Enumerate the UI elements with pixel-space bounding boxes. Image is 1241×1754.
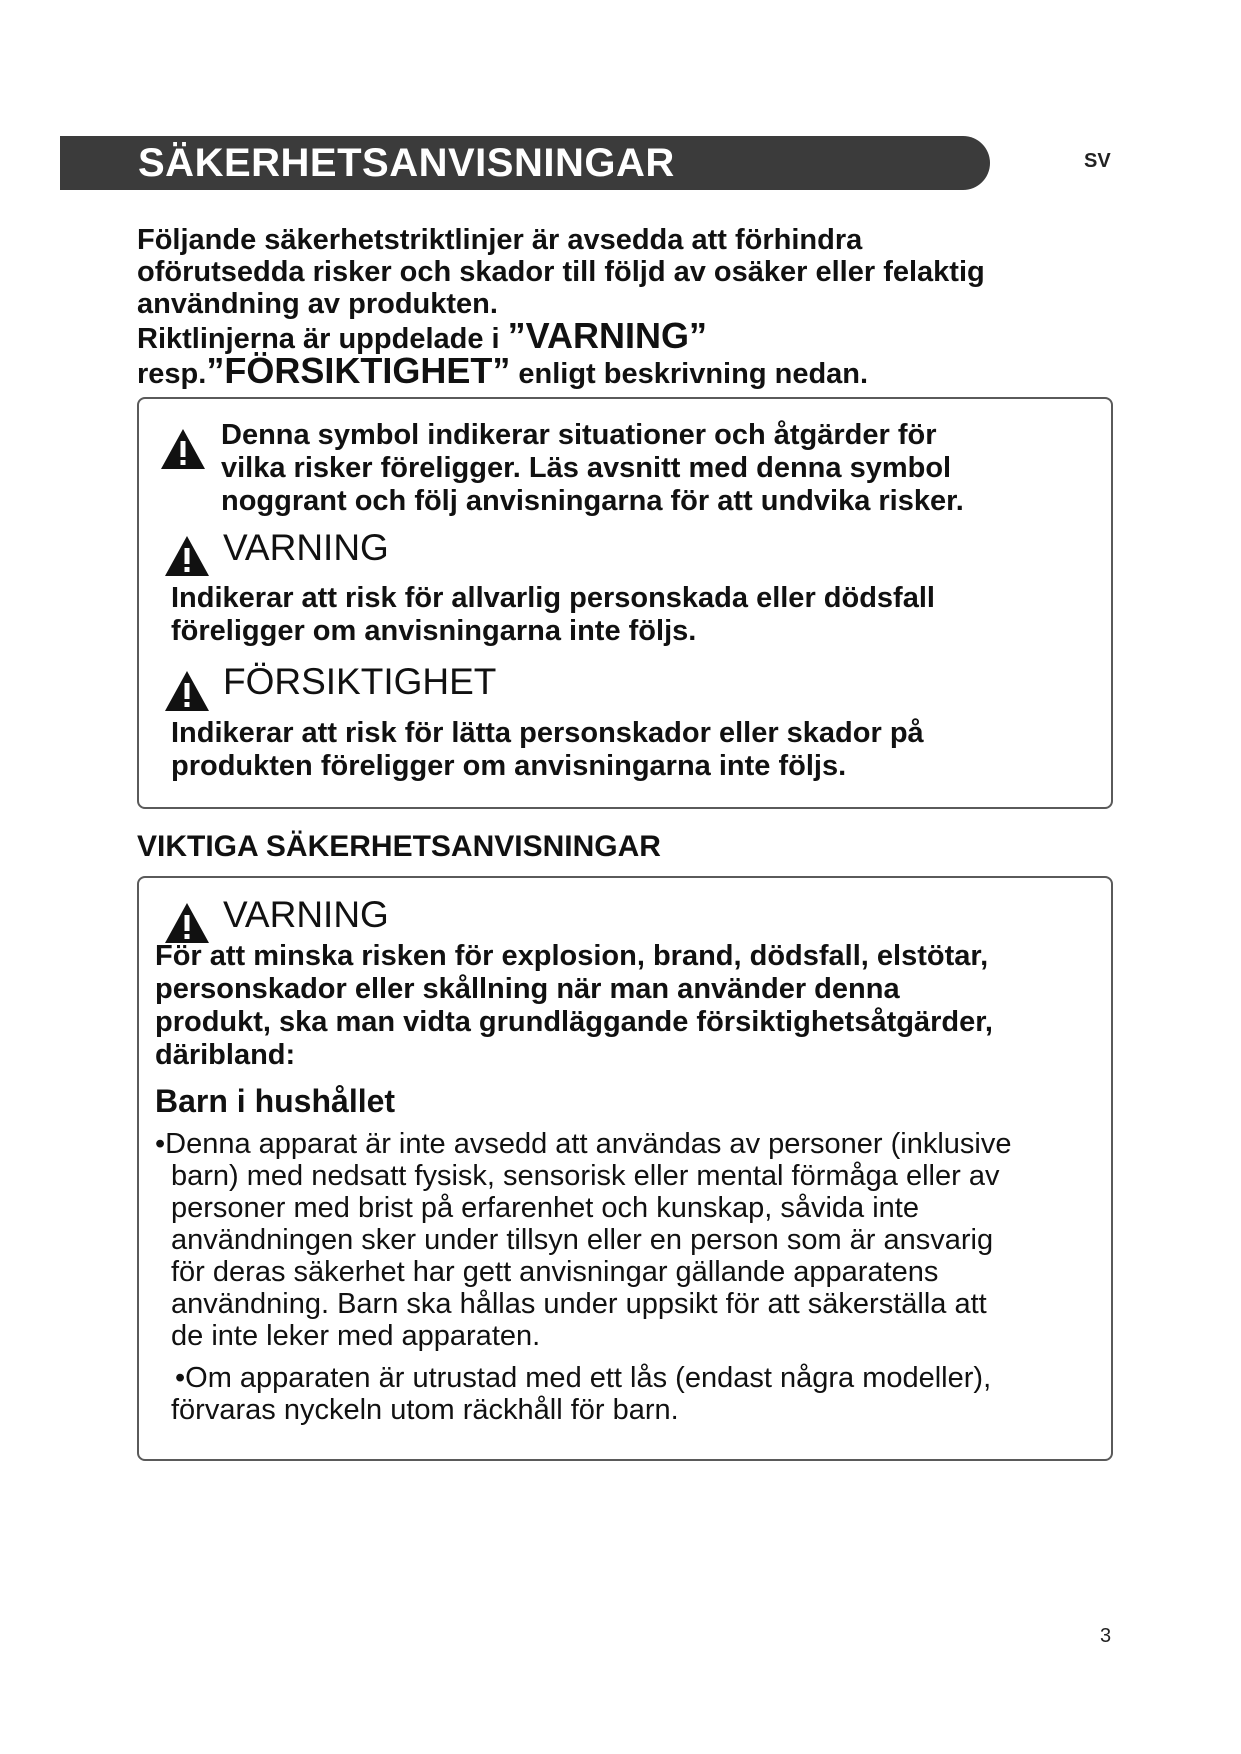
symbol-description [221,419,964,518]
text-line: Indikerar att risk för lätta personskador eller skador på [171,717,924,749]
intro-line: Följande säkerhetstriktlinjer är avsedda att förhindra [137,224,863,256]
section-title: SÄKERHETSANVISNINGAR [138,141,675,185]
text-line: för deras säkerhet har gett anvisningar gällande apparatens [171,1256,939,1288]
text-line: de inte leker med apparaten. [171,1320,541,1352]
intro-text: Riktlinjerna är uppdelade i [137,323,508,355]
text-line: •Denna apparat är inte avsedd att användas av personer (inklusive [155,1128,1012,1160]
intro-line: oförutsedda risker och skador till följd av osäker eller felaktig [137,256,985,288]
intro-paragraph [137,224,1097,390]
important-warning-box [137,876,1113,1461]
text-line: föreligger om anvisningarna inte följs. [171,615,697,647]
text-line: Denna symbol indikerar situationer och åtgärder för [221,419,937,451]
forsiktighet-term: ”FÖRSIKTIGHET” [206,350,511,391]
text-line: Indikerar att risk för allvarlig personskada eller dödsfall [171,582,935,614]
warning-triangle-icon [163,669,211,713]
page-number: 3 [1100,1625,1112,1647]
text-line: personskador eller skållning när man använder denna [155,973,900,1005]
warning-triangle-icon [159,427,207,471]
text-line: användningen sker under tillsyn eller en person som är ansvarig [171,1224,994,1256]
text-line: barn) med nedsatt fysisk, sensorisk eller mental förmåga eller av [171,1160,1000,1192]
varning-term: ”VARNING” [507,315,707,356]
text-line: däribland: [155,1039,296,1071]
caution-description [171,717,924,783]
bullet-item [155,1128,1012,1352]
important-section-heading: VIKTIGA SÄKERHETSANVISNINGAR [137,830,661,863]
text-line: produkt, ska man vidta grundläggande försiktighetsåtgärder, [155,1006,993,1038]
text-line: förvaras nyckeln utom räckhåll för barn. [171,1394,679,1426]
warning-triangle-icon [163,534,211,578]
warning-description [155,940,993,1072]
text-line: produkten föreligger om anvisningarna inte följs. [171,750,847,782]
intro-text: enligt beskrivning nedan. [510,358,869,390]
text-line: vilka risker föreligger. Läs avsnitt med denna symbol [221,452,952,484]
section-header-bar [60,136,990,190]
text-line: •Om apparaten är utrustad med ett lås (endast några modeller), [175,1362,992,1394]
warning-level-title: VARNING [223,894,389,935]
intro-line [137,350,1097,391]
text-line: För att minska risken för explosion, brand, dödsfall, elstötar, [155,940,989,972]
intro-line: användning av produkten. [137,288,498,320]
text-line: personer med brist på erfarenhet och kunskap, såvida inte [171,1192,919,1224]
text-line: användning. Barn ska hållas under uppsikt för att säkerställa att [171,1288,987,1320]
language-code: SV [1084,150,1111,172]
hazard-legend-box [137,397,1113,809]
warning-description [171,582,935,648]
intro-text: resp. [137,358,207,390]
caution-level-title: FÖRSIKTIGHET [223,661,497,702]
children-subheading: Barn i hushållet [155,1083,396,1119]
warning-triangle-icon [163,901,211,945]
bullet-item [155,1362,991,1426]
warning-level-title: VARNING [223,527,389,568]
text-line: noggrant och följ anvisningarna för att undvika risker. [221,485,964,517]
